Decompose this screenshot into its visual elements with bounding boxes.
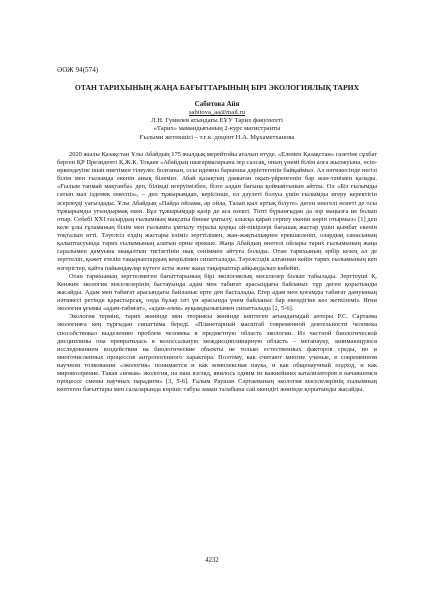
supervisor-line: Ғылыми жетекшісі – т.ғ.к. доцент Н.А. Мұхаметханова	[139, 133, 295, 141]
affiliation-line: «Тарих» мамандығының 2-курс магистранты	[153, 125, 281, 133]
author-email[interactable]: sabitova_aa@mail.ru	[188, 109, 246, 116]
article-body	[57, 151, 377, 395]
author-name: Сабитова Айя	[194, 100, 240, 109]
body-paragraph: Отан тарихының зерттелмеген бағыттарының бірі экологиялық мәселелер болып табылады. Зерттеуші Қ. Кенжин экология мәселелерінің бастауында адам мен табиғат арасындағы байланыс тұр деген қорытынды жасайды. Адам мен табиғат арасындағы байланыс ерте ден басталады. Егер адам мен қоғамды табиғат дамуының нәтижесі ретінде қарастырсақ, онда бұлар ізгі үн арасында үнем байланыс бар екендігіне көз жеткіземіз. Яғни экология ұғымы «адам-табиғат», «адам-әлем» ауқымдылығымен сипатталады [2, 5-6].	[57, 272, 377, 313]
body-paragraph: Экология терміні, тарих жөнінде мен теориясы жөнінде көптеген ағымдағыдай анторы Р.С. Сартаева экологияға кең тұрғыдан сипаттама береді. «Планетарный масштаб современной деятельности человека способствовал выделению проблем человека в предметную область экологии. Из частной биологической дисциплины она превратилась в колоссальную междисциплинарную область – мегапауку, занимающуюся исследованием воздействия на биологические объекты не только естественных факторов среды, но и многочисленных процессов антропогенного характера. Поэтому, как считают многие ученые, в современном научном толковании «экология» понимается и как комплексная наука, и как общенаучный подход, и как мировоззрение. Такая «новая» экология, на наш взгляд, явилось одним из важнейших катализаторов в начавшемся процессе смены научных парадигм» [3, 5-6]. Ғалым Раушан Сәртаеваның экология мәселелерінің ғылымның көптеген бағыттары мен салаларында көрініс табуы заман талабына сай екендігі жөнінде қорытынды жасайды.	[57, 313, 377, 394]
affiliation-line: Л.Н. Гумилев атындағы ЕҰУ Тарих факультеті	[151, 117, 283, 125]
article-title: ОТАН ТАРИХЫНЫҢ ЖАҢА БАҒЫТТАРЫНЫҢ БІРІ ЭКОЛОГИЯЛЫҚ ТАРИХ	[74, 83, 360, 92]
article	[57, 66, 377, 395]
udc-code: ӘОЖ 94(574)	[57, 66, 99, 74]
body-paragraph: 2020 жылы Қазақстан Ұлы Абайдың 175 жылдық мерейтойы аталып өтуде. «Елемен Қазақстан» газетіне сұхбат берген ҚР Президенті Қ.Ж.К. Тоқаев «Абайдың шығармаларына зер салсақ, оның үнемі білім алға жылжуына, өсіп-өркендеуіне шын ниетімен тілеулес болғанын, осы идеяны барынша дәріптегенін байқаймыз. Ал нәтижесінде негізі білім мен ғылымда екенін анық білемиз. Абай қазақтың дамыған оқып-үйренгенін бар жан-тәнімен қалады. «Ғылым тапмай мақтанба» деп, білімді игеруімізбен, бізге алдан бағына қоймайтынын айтты. Ол «Біз ғылымды сатып мал іздемек емеспіз», – деп тұжырымдап, керісінше, ел дәулеті болуы үшін ғылымды игеру керектігін әсерлеуді уағыздады. Ұлы Абайдың «Пайда ойлама, ар ойла, Талап қыл артық білуге» деген өнегелі өсиеті де осы тұжырымды уғындырмақ екен. Бұл тұжырымдар қазір де аса өзекті. Тіпті бүрынғыдан да зор маңызға ие болып отыр. Себебі XXI ғасырдың ғылымның мақсаты бінеке ұмтылу, алысқа қарап серпеу екенін көріп отырмыз» [1] деп келе ұлы ғұламаның білім мен ғылымға ұмтылу туралы қорқы ой-пікірлері бағашақ жастар үшін қымбат екенін тоқталып өтті. Тәуелсіз елдің жастары еліміз зерттілімен, жан-жақтылықпен ерекшеленіп, олардың санасының қалыптасуында тарих ғылымының алатын орны ерекше. Жаңа Абайдың өнегелі ойлары тарих ғылымының жаңа саралымен дамуына мықалтын тигізетінін нық сеніммен айтуға болады. Отан тарихының әрбір кезең ал де зерттеліп, қажет етеліп тақырыптардың кеңпілімен сипатталады. Тәуелсіздік алғаннан кейін тарих ғылымының кеп өзгерістер, қайта пайымдаулар күтеге асты және жаңа тақырыптар айқындалып көбейіп.	[57, 150, 377, 272]
page-number: 4232	[205, 557, 219, 564]
